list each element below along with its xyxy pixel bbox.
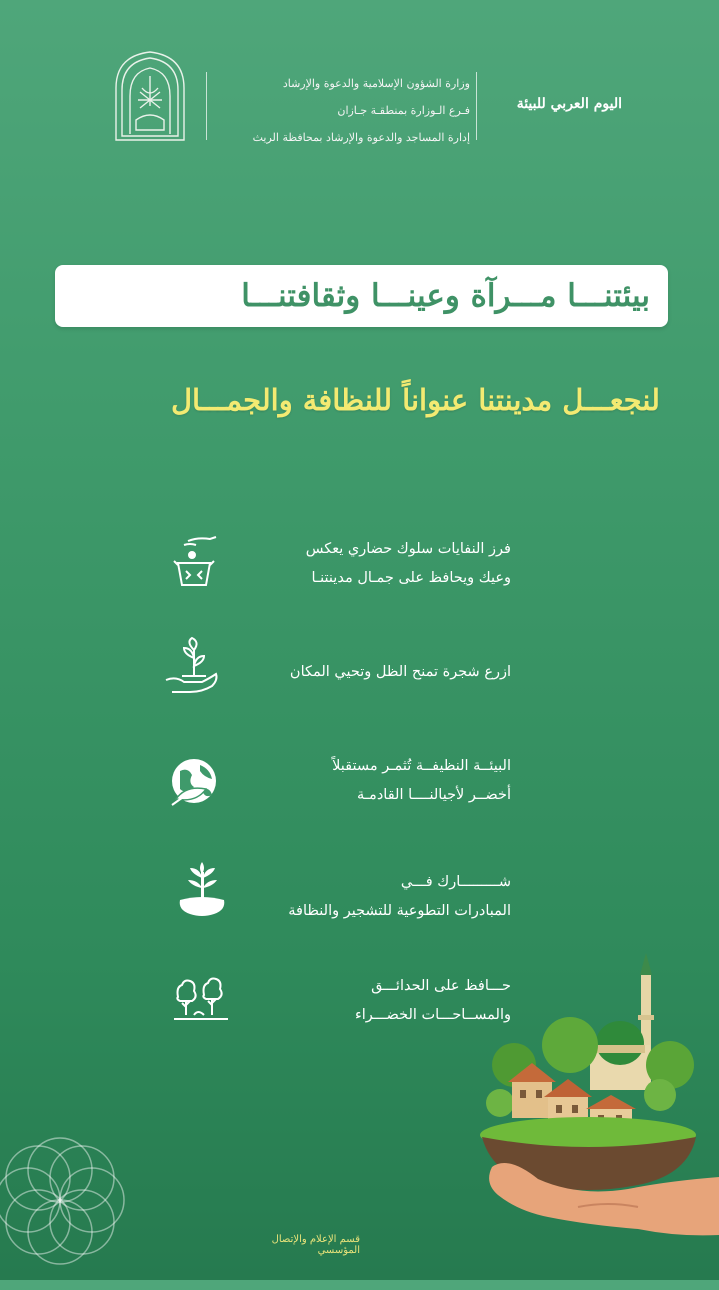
header-divider (476, 72, 477, 140)
tip-item (191, 868, 511, 926)
tip-line: وعيك ويحافظ على جمـال مدينتنـا (311, 570, 511, 586)
tip-item (191, 535, 511, 593)
tip-line: شـــــــــارك فـــي (400, 874, 511, 890)
waste-sorting-icon (166, 533, 226, 593)
org-line-ministry: وزارة الشؤون الإسلامية والدعوة والإرشاد (282, 77, 470, 90)
tip-line: المبادرات التطوعية للتشجير والنظافة (288, 903, 511, 919)
org-line-branch: فـرع الـوزارة بمنطقـة جـازان (337, 104, 470, 117)
slogan: لنجعـــل مدينتنا عنواناً للنظافة والجمـــال (170, 383, 660, 417)
decorative-pattern (0, 1120, 140, 1290)
tip-item (191, 972, 511, 1030)
header-divider (206, 72, 207, 140)
sprout-icon (174, 858, 234, 918)
page-title: بيئتنـــا مـــرآة وعينـــا وثقافتنـــا (241, 278, 650, 314)
tip-line: ازرع شجرة تمنح الظل وتحيي المكان (289, 664, 511, 680)
arab-environment-day-label: اليوم العربي للبيئة (516, 96, 622, 112)
tip-line: أخضــر لأجيالنــــا القادمـة (357, 787, 511, 803)
organization-name (215, 70, 470, 151)
tip-line: والمســاحـــات الخضـــراء (354, 1007, 511, 1023)
ministry-emblem-icon (110, 48, 190, 143)
tip-line: حـــافظ على الحدائـــق (371, 978, 511, 994)
hand-holding-city-illustration (478, 945, 719, 1245)
tip-line: فرز النفايات سلوك حضاري يعكس (305, 541, 511, 557)
plant-in-hand-icon (162, 636, 222, 696)
tip-line: البيئــة النظيفــة تُثمـر مستقبلاً (332, 758, 511, 774)
footer-department: قسم الإعلام والإتصال المؤسسي (271, 1234, 360, 1256)
tip-item (191, 752, 511, 810)
tip-item (191, 658, 511, 687)
earth-leaf-icon (166, 755, 226, 815)
title-banner (55, 265, 668, 327)
org-line-department: إدارة المساجد والدعوة والإرشاد بمحافظة الريث (252, 131, 470, 144)
trees-icon (172, 975, 232, 1035)
